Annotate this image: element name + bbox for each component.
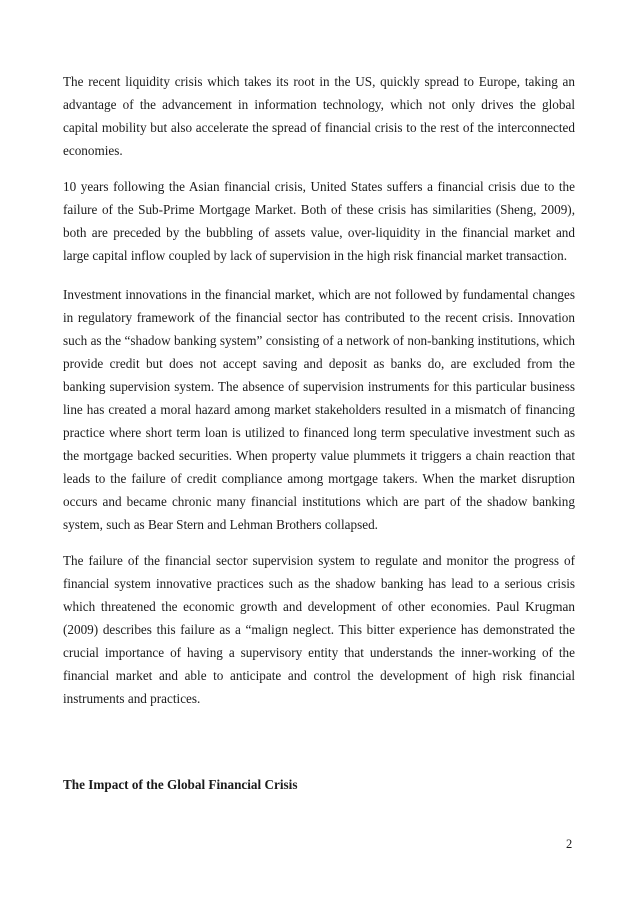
paragraph-asian-crisis-comparison: 10 years following the Asian financial crisis, United States suffers a financial crisis due to the failure of the Sub-Prime Mortgage Market. Both of these crisis has similarities (Sheng, 2009), both are preceded by the bubbling of assets value, over-liquidity in the financial market and large capital inflow coupled by lack of supervision in the high risk financial market transaction. [63, 179, 575, 263]
paragraph-liquidity-crisis: The recent liquidity crisis which takes its root in the US, quickly spread to Europe, taking an advantage of the advancement in information technology, which not only drives the global capital mobility but also accelerate the spread of financial crisis to the rest of the interconnected economies. [63, 74, 575, 158]
paragraph-supervision-failure: The failure of the financial sector supervision system to regulate and monitor the progress of financial system innovative practices such as the shadow banking has lead to a serious crisis which threatened the economic growth and development of other economies. Paul Krugman (2009) describes this failure as a “malign neglect. This bitter experience has demonstrated the crucial importance of having a supervisory entity that understands the inner-working of the financial market and able to anticipate and control the development of high risk financial instruments and practices. [63, 553, 575, 706]
page-number: 2 [566, 837, 573, 851]
section-heading: The Impact of the Global Financial Crisis [63, 777, 298, 792]
paragraph-investment-innovations: Investment innovations in the financial market, which are not followed by fundamental changes in regulatory framework of the financial sector has contributed to the recent crisis. Innovation such as the “shadow banking system” consisting of a network of non-banking institutions, which provide credit but does not accept saving and deposit as banks do, are excluded from the banking supervision system. The absence of supervision instruments for this particular business line has created a moral hazard among market stakeholders resulted in a mismatch of financing practice where short term loan is utilized to financed long term speculative investment such as the mortgage backed securities. When property value plummets it triggers a chain reaction that leads to the failure of credit compliance among mortgage takers. When the market disruption occurs and became chronic many financial institutions which are part of the shadow banking system, such as Bear Stern and Lehman Brothers collapsed. [63, 287, 575, 532]
